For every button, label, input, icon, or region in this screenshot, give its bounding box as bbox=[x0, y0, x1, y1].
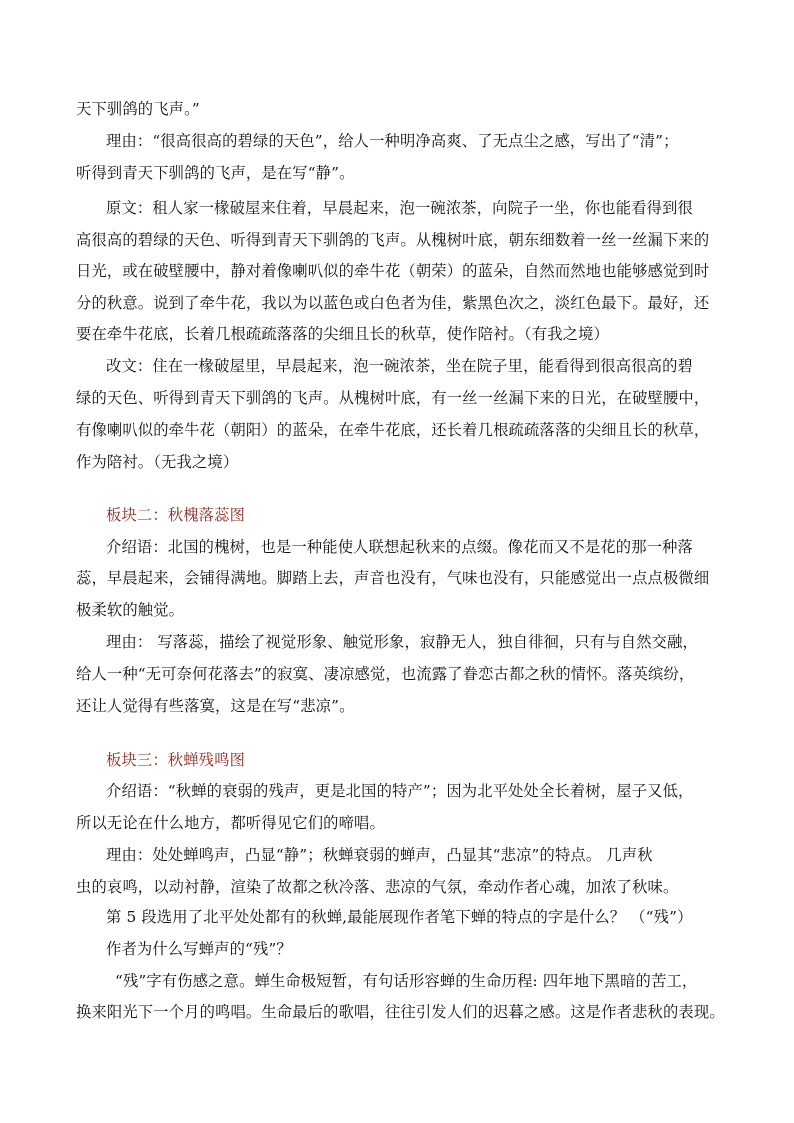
reason-3-line-1: 理由：处处蝉鸣声，凸显“静”；秋蝉衰弱的蝉声，凸显其“悲凉”的特点。 几声秋 bbox=[106, 846, 653, 864]
original-text-line-1: 原文：租人家一椽破屋来住着，早晨起来，泡一碗浓茶，向院子一坐，你也能看得到很 bbox=[106, 199, 693, 217]
reason-2-line-2: 给人一种“无可奈何花落去”的寂寞、凄凉感觉，也流露了眷恋古都之秋的情怀。落英缤纷， bbox=[76, 665, 695, 683]
original-text-line-4: 分的秋意。说到了牵牛花，我以为以蓝色或白色者为佳，紫黑色次之，淡红色最下。最好，还 bbox=[76, 294, 710, 312]
revised-text-line-3: 有像喇叭似的牵牛花（朝阳）的蓝朵，在牵牛花底，还长着几根疏疏落落的尖细且长的秋草， bbox=[76, 421, 710, 439]
intro-3-line-2: 所以无论在什么地方，都听得见它们的啼唱。 bbox=[76, 814, 385, 832]
reason-paragraph-1-line-2: 听得到青天下驯鸽的飞声，是在写“静”。 bbox=[76, 164, 355, 182]
revised-text-line-1: 改文：住在一椽破屋里，早晨起来，泡一碗浓茶，坐在院子里，能看得到很高很高的碧 bbox=[106, 357, 693, 375]
section-3-title: 板块三：秋蝉残鸣图 bbox=[106, 751, 246, 769]
question-1: 第 5 段选用了北平处处都有的秋蝉,最能展现作者笔下蝉的特点的字是什么？ （“残”） bbox=[106, 908, 693, 926]
original-text-line-3: 日光，或在破壁腰中，静对着像喇叭似的牵牛花（朝荣）的蓝朵，自然而然地也能够感觉到时 bbox=[76, 262, 710, 280]
answer-line-1: “残”字有伤感之意。蝉生命极短暂，有句话形容蝉的生命历程: 四年地下黑暗的苦工， bbox=[115, 972, 698, 990]
intro-3-line-1: 介绍语：“秋蝉的衰弱的残声，更是北国的特产”；因为北平处处全长着树，屋子又低， bbox=[106, 782, 694, 800]
question-2: 作者为什么写蝉声的“残”？ bbox=[106, 940, 292, 958]
answer-line-2: 换来阳光下一个月的鸣唱。生命最后的歌唱，往往引发人们的迟暮之感。这是作者悲秋的表现。 bbox=[76, 1003, 725, 1021]
intro-2-line-2: 蕊，早晨起来，会铺得满地。脚踏上去，声音也没有，气味也没有，只能感觉出一点点极微细 bbox=[76, 569, 710, 587]
section-2-title: 板块二：秋槐落蕊图 bbox=[106, 506, 246, 524]
reason-2-line-1: 理由： 写落蕊，描绘了视觉形象、触觉形象，寂静无人，独自徘徊，只有与自然交融， bbox=[106, 633, 698, 651]
intro-2-line-3: 极柔软的触觉。 bbox=[76, 601, 185, 619]
original-text-line-2: 高很高的碧绿的天色、听得到青天下驯鸽的飞声。从槐树叶底，朝东细数着一丝一丝漏下来的 bbox=[76, 231, 710, 249]
text-line-1: 天下驯鸽的飞声。” bbox=[76, 100, 200, 118]
revised-text-line-4: 作为陪衬。（无我之境） bbox=[76, 453, 239, 471]
reason-3-line-2: 虫的哀鸣，以动衬静，渲染了故都之秋冷落、悲凉的气氛，牵动作者心魂，加浓了秋味。 bbox=[76, 878, 679, 896]
revised-text-line-2: 绿的天色、听得到青天下驯鸽的飞声。从槐树叶底，有一丝一丝漏下来的日光，在破壁腰中， bbox=[76, 389, 710, 407]
reason-paragraph-1-line-1: 理由：“很高很高的碧绿的天色”，给人一种明净高爽、了无点尘之感，写出了“清”； bbox=[106, 132, 679, 150]
reason-2-line-3: 还让人觉得有些落寞，这是在写“悲凉”。 bbox=[76, 697, 355, 715]
intro-2-line-1: 介绍语：北国的槐树，也是一种能使人联想起秋来的点缀。像花而又不是花的那一种落 bbox=[106, 538, 693, 556]
original-text-line-5: 要在牵牛花底，长着几根疏疏落落的尖细且长的秋草，使作陪衬。（有我之境） bbox=[76, 325, 609, 343]
